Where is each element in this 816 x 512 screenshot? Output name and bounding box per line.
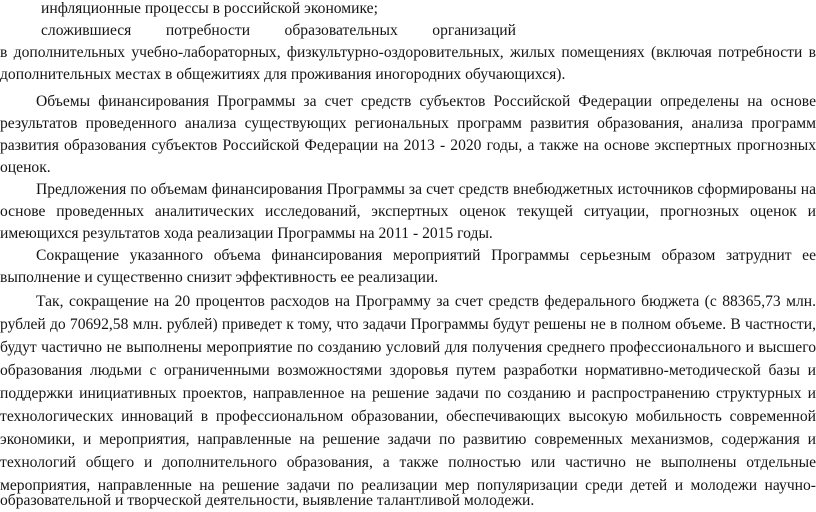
text-line: образовательной и творческой деятельности, выявление талантливой молодежи.: [0, 492, 535, 509]
bullet-inflation: инфляционные процессы в российской экономике;: [41, 0, 378, 17]
text-line: технологий общего и дополнительного образования, а также полностью или частично не выполнены отдельные: [0, 454, 816, 471]
text-line: мероприятия, направленные на решение задачи по реализации мер популяризации среди детей и молодежи научно-: [0, 477, 816, 494]
text-line: экономики, и мероприятия, направленные на решение задачи по развитию современных механизмов, содержания и: [0, 431, 816, 448]
text-line: выполнение и существенно снизит эффективность ее реализации.: [0, 269, 439, 286]
text-line: имеющихся результатов хода реализации Программы на 2011 - 2015 годы.: [0, 225, 493, 242]
text-line: поддержки инициативных проектов, направленное на решение задачи по созданию и распространению структурных и: [0, 385, 816, 402]
text-line: будут частично не выполнены мероприятие по созданию условий для получения среднего профессионального и высшего: [0, 339, 816, 356]
text-line: оценок.: [0, 159, 51, 176]
paragraph-start-regional-funding: Объемы финансирования Программы за счет средств субъектов Российской Федерации определены на основе: [36, 93, 816, 110]
text-line: дополнительных местах в общежитиях для проживания иногородних обучающихся).: [0, 66, 566, 83]
paragraph-start-funding-reduction: Сокращение указанного объема финансирования мероприятий Программы серьезным образом затруднит ее: [36, 247, 816, 264]
text-line: технологических инноваций в профессиональном образовании, обеспечивающих высокую мобильность современной: [0, 408, 816, 425]
text-line: результатов проведенного анализа существующих региональных программ развития образования, анализа программ: [0, 115, 816, 132]
text-line: развития образования субъектов Российской Федерации на 2013 - 2020 годы, а также на основе экспертных прогнозных: [0, 137, 816, 154]
bullet-needs: сложившиеся потребности образовательных организаций: [41, 22, 516, 39]
text-line: основе проведенных аналитических исследований, экспертных оценок текущей ситуации, прогнозных оценок и: [0, 203, 816, 220]
paragraph-start-twenty-percent-cut: Так, сокращение на 20 процентов расходов на Программу за счет средств федерального бюджета (с 88365,73 млн.: [36, 293, 816, 310]
paragraph-start-offbudget-funding: Предложения по объемам финансирования Программы за счет средств внебюджетных источников сформированы на: [36, 181, 816, 198]
text-line: образования людьми с ограниченными возможностями здоровья путем разработки нормативно-методической базы и: [0, 362, 816, 379]
text-line: в дополнительных учебно-лабораторных, физкультурно-оздоровительных, жилых помещениях (включая потребности в: [0, 44, 816, 61]
text-line: рублей до 70692,58 млн. рублей) приведет к тому, что задачи Программы будут решены не в полном объеме. В частности,: [0, 316, 816, 333]
